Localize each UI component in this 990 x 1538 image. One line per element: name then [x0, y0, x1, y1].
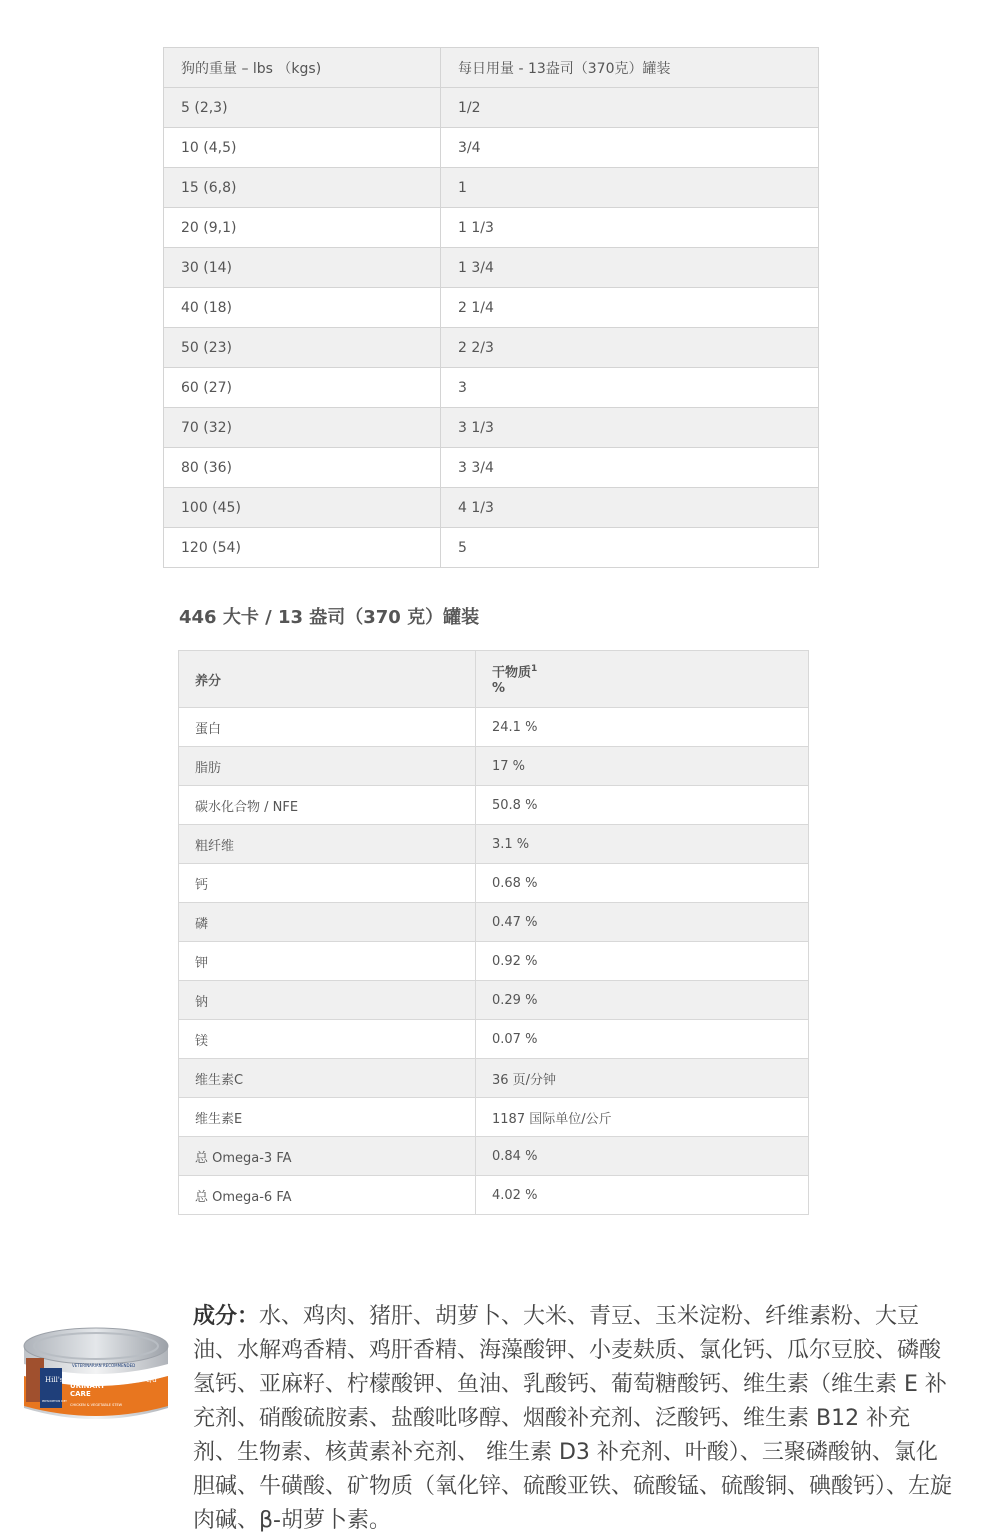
- row-value-cell: 0.47 %: [476, 903, 809, 942]
- daily-amount-header: 每日用量 - 13盎司（370克）罐装: [441, 48, 819, 88]
- calorie-title: 446 大卡 / 13 盎司（370 克）罐装: [179, 607, 480, 628]
- row-label-cell: 100 (45): [164, 488, 441, 528]
- table-header-row: [179, 651, 809, 708]
- row-label-cell: 脂肪: [179, 747, 476, 786]
- table-row: [179, 708, 809, 747]
- row-label-cell: 120 (54): [164, 528, 441, 568]
- row-label-cell: 总 Omega-3 FA: [179, 1137, 476, 1176]
- row-label-cell: 钠: [179, 981, 476, 1020]
- feeding-guide-table: [163, 47, 819, 568]
- table-row: [179, 1098, 809, 1137]
- row-label-cell: 15 (6,8): [164, 168, 441, 208]
- can-code: c/d: [146, 1376, 157, 1384]
- row-value-cell: 0.92 %: [476, 942, 809, 981]
- table-row: [164, 408, 819, 448]
- can-name-line1: URINARY: [70, 1382, 106, 1390]
- row-label-cell: 20 (9,1): [164, 208, 441, 248]
- row-value-cell: 1/2: [441, 88, 819, 128]
- row-value-cell: 4.02 %: [476, 1176, 809, 1215]
- row-label-cell: 钙: [179, 864, 476, 903]
- table-row: [164, 88, 819, 128]
- nutrient-header: 养分: [179, 651, 476, 708]
- table-row: [179, 1059, 809, 1098]
- table-row: [164, 328, 819, 368]
- row-label-cell: 80 (36): [164, 448, 441, 488]
- table-row: [164, 488, 819, 528]
- table-header-row: [164, 48, 819, 88]
- table-row: [179, 786, 809, 825]
- percent-unit: %: [492, 681, 506, 697]
- table-row: [179, 825, 809, 864]
- table-row: [179, 1137, 809, 1176]
- row-label-cell: 钾: [179, 942, 476, 981]
- table-row: [164, 208, 819, 248]
- can-name-line2: CARE: [70, 1390, 91, 1398]
- row-value-cell: 50.8 %: [476, 786, 809, 825]
- ingredients-paragraph: [193, 1300, 953, 1538]
- table-row: [164, 528, 819, 568]
- table-row: [164, 128, 819, 168]
- table-row: [164, 168, 819, 208]
- row-value-cell: 4 1/3: [441, 488, 819, 528]
- row-value-cell: 2 1/4: [441, 288, 819, 328]
- ingredients-label: 成分：: [193, 1304, 260, 1329]
- row-label-cell: 50 (23): [164, 328, 441, 368]
- table-row: [164, 448, 819, 488]
- table-row: [179, 1020, 809, 1059]
- row-value-cell: 3/4: [441, 128, 819, 168]
- row-value-cell: 1187 国际单位/公斤: [476, 1098, 809, 1137]
- nutrient-table: [178, 650, 809, 1215]
- can-line: PRESCRIPTION DIET: [42, 1400, 67, 1403]
- row-value-cell: 2 2/3: [441, 328, 819, 368]
- table-row: [164, 288, 819, 328]
- row-value-cell: 0.07 %: [476, 1020, 809, 1059]
- ingredients-text: 水、鸡肉、猪肝、胡萝卜、大米、青豆、玉米淀粉、纤维素粉、大豆油、水解鸡香精、鸡肝香精、海藻酸钾、小麦麸质、氯化钙、瓜尔豆胶、磷酸氢钙、亚麻籽、柠檬酸钾、鱼油、乳酸钙、葡萄糖酸钙、维生素（维生素 E 补充剂、硝酸硫胺素、盐酸吡哆醇、烟酸补充剂、泛酸钙、维生素 B12 补充剂、生物素、核黄素补充剂、 维生素 D3 补充剂、叶酸）、三聚磷酸钠、氯化胆碱、牛磺酸、矿物质（氧化锌、硫酸亚铁、硫酸锰、硫酸铜、碘酸钙）、左旋肉碱、β-胡萝卜素。: [193, 1304, 953, 1533]
- row-value-cell: 1 1/3: [441, 208, 819, 248]
- can-variant: CHICKEN & VEGETABLE STEW: [70, 1403, 123, 1407]
- can-top-band: VETERINARIAN RECOMMENDED: [72, 1363, 136, 1368]
- row-value-cell: 36 页/分钟: [476, 1059, 809, 1098]
- row-value-cell: 3 1/3: [441, 408, 819, 448]
- row-value-cell: 3 3/4: [441, 448, 819, 488]
- row-label-cell: 5 (2,3): [164, 88, 441, 128]
- row-value-cell: 3.1 %: [476, 825, 809, 864]
- row-label-cell: 30 (14): [164, 248, 441, 288]
- row-label-cell: 碳水化合物 / NFE: [179, 786, 476, 825]
- row-label-cell: 40 (18): [164, 288, 441, 328]
- brand-logo-text: Hill's: [45, 1376, 64, 1384]
- product-can-image: [20, 1320, 172, 1432]
- dry-matter-header: [476, 651, 809, 708]
- row-label-cell: 镁: [179, 1020, 476, 1059]
- row-value-cell: 17 %: [476, 747, 809, 786]
- table-row: [179, 747, 809, 786]
- row-value-cell: 0.29 %: [476, 981, 809, 1020]
- table-row: [164, 248, 819, 288]
- row-label-cell: 60 (27): [164, 368, 441, 408]
- row-value-cell: 1 3/4: [441, 248, 819, 288]
- footnote-marker: 1: [531, 663, 538, 674]
- row-value-cell: 24.1 %: [476, 708, 809, 747]
- row-label-cell: 维生素E: [179, 1098, 476, 1137]
- row-value-cell: 3: [441, 368, 819, 408]
- row-value-cell: 1: [441, 168, 819, 208]
- table-row: [179, 942, 809, 981]
- row-label-cell: 维生素C: [179, 1059, 476, 1098]
- row-value-cell: 5: [441, 528, 819, 568]
- row-label-cell: 磷: [179, 903, 476, 942]
- row-label-cell: 10 (4,5): [164, 128, 441, 168]
- table-row: [164, 368, 819, 408]
- row-label-cell: 70 (32): [164, 408, 441, 448]
- table-row: [179, 903, 809, 942]
- table-row: [179, 864, 809, 903]
- row-value-cell: 0.84 %: [476, 1137, 809, 1176]
- table-row: [179, 1176, 809, 1215]
- row-label-cell: 总 Omega-6 FA: [179, 1176, 476, 1215]
- row-value-cell: 0.68 %: [476, 864, 809, 903]
- row-label-cell: 粗纤维: [179, 825, 476, 864]
- dry-matter-label: 干物质: [492, 665, 532, 681]
- row-label-cell: 蛋白: [179, 708, 476, 747]
- table-row: [179, 981, 809, 1020]
- dog-weight-header: 狗的重量 – lbs （kgs): [164, 48, 441, 88]
